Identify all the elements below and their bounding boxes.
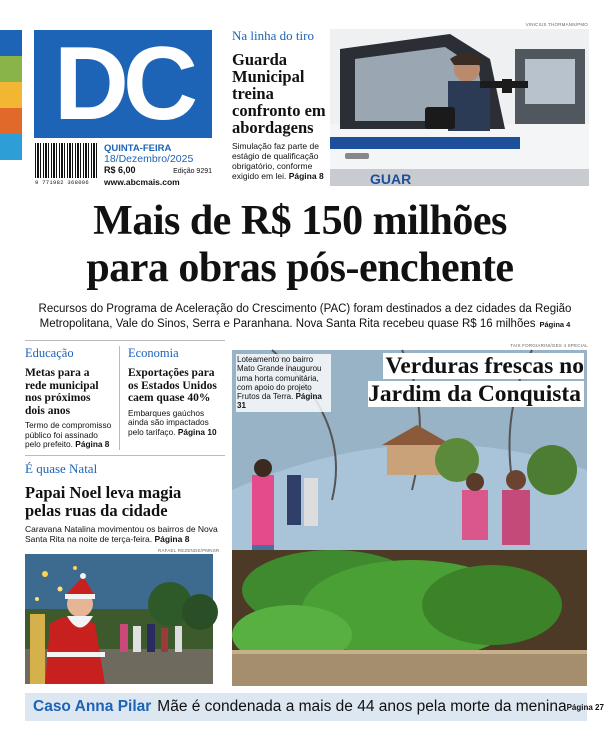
educacao-headline[interactable]: Metas para a rede municipal nos próximos dois anos [25,367,99,417]
natal-page-ref: Página 8 [154,534,190,544]
garden-headline[interactable]: Verduras frescas no Jardim da Conquista [368,353,584,407]
teaser-headline[interactable]: Guarda Municipal treina confronto em abordagens [232,50,326,137]
barcode-number: 9 771982 368006 [35,179,90,186]
website-link[interactable]: www.abcmais.com [104,177,180,187]
strip-orange [0,108,22,134]
main-headline[interactable] [0,198,600,292]
natal-headline[interactable]: Papai Noel leva magia pelas ruas da cidade [25,483,182,520]
brief-natal[interactable] [25,461,220,544]
teaser-guarda-municipal[interactable] [232,28,332,181]
main-subtitle: Recursos do Programa de Aceleração do Crescimento (PAC) foram destinados a dez cidades da Região Metropolitana, Vale do Sinos, Serra e Paranhana. Nova Santa Rita recebeu quase R$ 16 milhões Página 4 [38,303,572,330]
price-row [104,165,212,177]
teaser-page-ref: Página 8 [288,171,324,181]
photo-credit-garden: TAIS FORGIARINI/GES 4 SPECIAL [510,343,588,348]
strip-blue [0,30,22,56]
bottom-story-headline[interactable]: Mãe é condenada a mais de 44 anos pela morte da menina [157,698,567,715]
photo-credit-car: VINICIUS THORMANN/PMO [525,22,588,27]
issue-weekday: QUINTA-FEIRA [104,143,172,154]
bottom-page-ref: Página 27 [566,702,604,712]
educacao-section-label: Educação [25,346,74,360]
strip-yellow [0,82,22,108]
santa-parade-illustration [25,554,213,684]
guard-training-illustration [330,29,589,186]
economia-page-ref: Página 10 [177,426,217,437]
bottom-story-bar[interactable] [25,693,604,721]
educacao-page-ref: Página 8 [75,439,110,449]
teaser-section-label: Na linha do tiro [232,28,314,43]
economia-body: Embarques gaúchos ainda são impactados pelo tarifaço. Página 10 [128,407,217,437]
main-headline-line2: para obras pós-enchente [86,245,514,291]
brief-economia[interactable] [128,346,223,437]
logo-text: DC [53,26,193,142]
issue-date: 18/Dezembro/2025 [104,153,194,165]
issue-info [104,143,212,188]
briefs-vertical-divider [119,346,120,450]
garden-caption: Loteamento no bairro Mato Grande inaugurou uma horta comunitária, com apoio do projeto Frutos da Terra. Página 31 [236,354,331,412]
strip-cyan [0,134,22,160]
newspaper-logo[interactable] [34,26,212,142]
section-divider [25,340,225,341]
brief-educacao[interactable] [25,346,113,450]
garden-page-ref: Página 31 [237,392,322,411]
svg-text:GUAR: GUAR [370,171,412,187]
section-divider-left-mid [25,455,225,456]
economia-section-label: Economia [128,346,179,360]
bottom-story-tag: Caso Anna Pilar [33,698,152,715]
guard-training-photo[interactable] [330,29,589,186]
natal-section-label: É quase Natal [25,461,98,476]
natal-body: Caravana Natalina movimentou os bairros de Nova Santa Rita na noite de terça-feira. Página 8 [25,524,218,544]
teaser-body: Simulação faz parte de estágio de qualificação obrigatório, conforme exigido em lei. Página 8 [232,141,324,181]
educacao-body: Termo de compromisso público foi assinado pelo prefeito. Página 8 [25,420,112,449]
issue-edition: Edição 9291 [173,168,212,175]
strip-green [0,56,22,82]
santa-parade-photo[interactable] [25,554,213,684]
barcode [35,143,97,189]
economia-headline[interactable]: Exportações para os Estados Unidos caem quase 40% [128,367,217,404]
main-headline-line1: Mais de R$ 150 milhões [93,198,507,244]
photo-credit-papai: RAFAEL REZENDE/PMNSR [158,548,220,553]
issue-price: R$ 6,00 [104,165,136,175]
main-page-ref: Página 4 [539,320,571,329]
barcode-bars [35,143,97,178]
masthead-color-strip [0,30,22,160]
